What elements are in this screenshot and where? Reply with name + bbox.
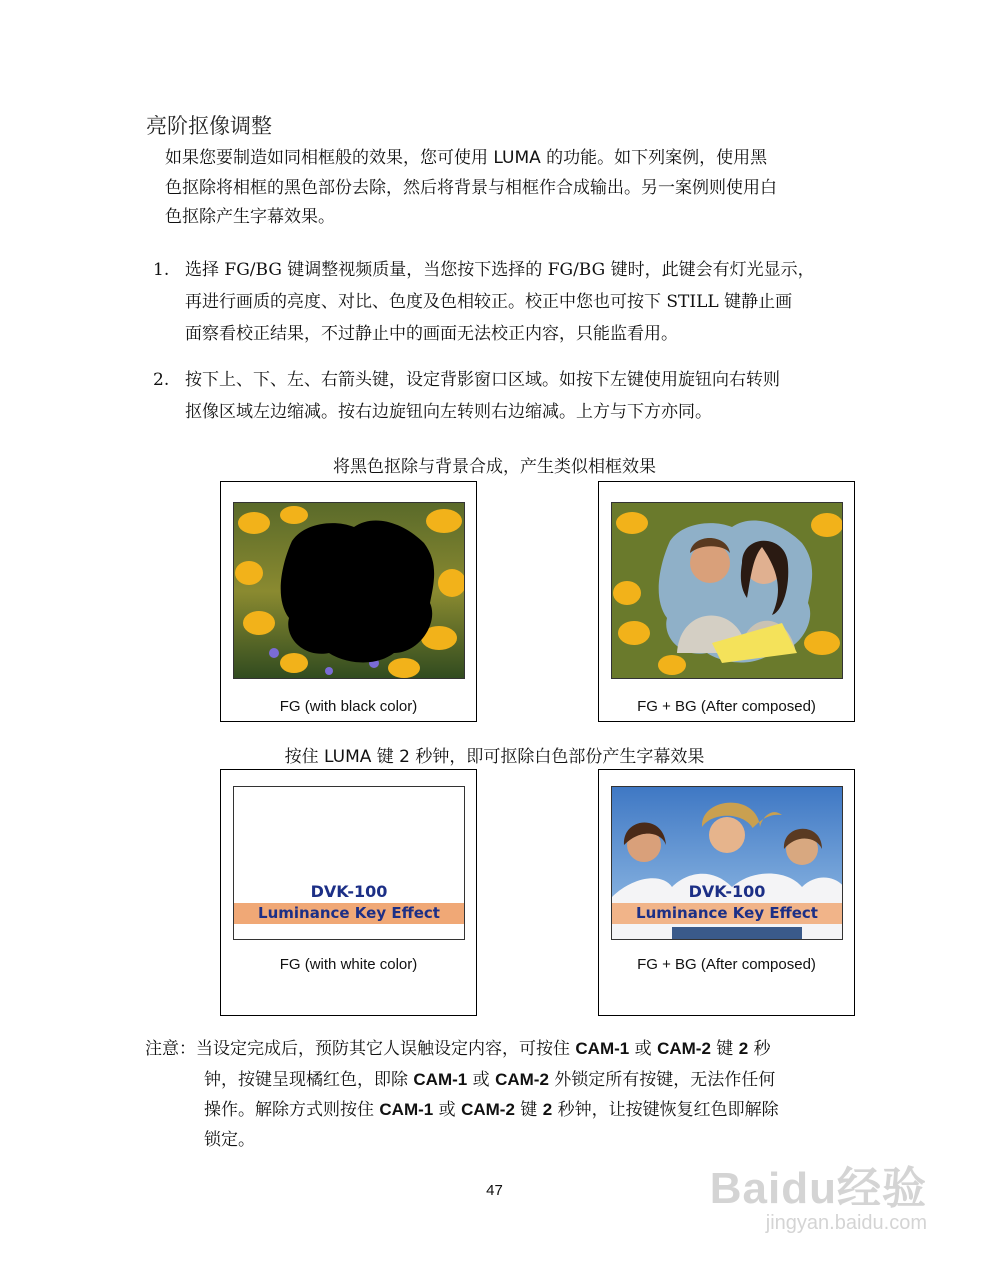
fg-black-photo <box>233 502 465 679</box>
note-block <box>145 1034 779 1155</box>
step-2 <box>153 364 780 428</box>
step-line: 再进行画质的亮度、对比、色度及色相较正。校正中您也可按下 STILL 键静止画 <box>185 292 793 312</box>
section-heading: 亮阶抠像调整 <box>146 114 272 138</box>
flower-field-image <box>234 503 465 679</box>
fg-white-image <box>233 786 465 940</box>
intro-paragraph <box>165 144 777 233</box>
step-line: 选择 FG/BG 键调整视频质量，当您按下选择的 FG/BG 键时，此键会有灯光显示， <box>185 260 815 280</box>
step-line: 面察看校正结果，不过静止中的画面无法校正内容，只能监看用。 <box>185 324 678 344</box>
note-line-4: 锁定。 <box>204 1129 255 1150</box>
step-number: 2. <box>153 370 170 390</box>
figure-2-right-frame <box>598 769 855 1016</box>
step-number: 1. <box>153 260 170 280</box>
baidu-watermark <box>710 1152 927 1235</box>
step-line: 按下上、下、左、右箭头键，设定背影窗口区域。如按下左键使用旋钮向右转则 <box>185 370 780 390</box>
watermark-url: jingyan.baidu.com <box>765 1212 927 1234</box>
couple-in-flowers-image <box>612 503 843 679</box>
overlay-title: DVK-100 <box>310 882 388 901</box>
overlay-subtitle: Luminance Key Effect <box>234 903 464 924</box>
overlay-subtitle: Luminance Key Effect <box>612 903 842 924</box>
figure-1-right-frame <box>598 481 855 722</box>
intro-line: 如果您要制造如同相框般的效果，您可使用 LUMA 的功能。如下列案例，使用黑 <box>165 148 768 168</box>
figure-2-left-frame <box>220 769 477 1016</box>
figure-2-right-label: FG + BG (After composed) <box>637 956 816 973</box>
composed-couple-photo <box>611 502 843 679</box>
note-line-3: 操作。解除方式则按住 CAM-1 或 CAM-2 键 2 秒钟，让按键恢复红色即解除 <box>204 1100 779 1120</box>
note-line-1: 当设定完成后，预防其它人误触设定内容，可按住 CAM-1 或 CAM-2 键 2 秒 <box>196 1039 771 1059</box>
figure-1-left-frame <box>220 481 477 722</box>
figure-2-caption: 按住 LUMA 键 2 秒钟，即可抠除白色部份产生字幕效果 <box>284 747 705 767</box>
figure-1-left-label: FG (with black color) <box>279 698 418 715</box>
overlay-title: DVK-100 <box>688 882 766 901</box>
note-line-2: 钟，按键呈现橘红色，即除 CAM-1 或 CAM-2 外锁定所有按键，无法作任何 <box>204 1069 776 1090</box>
watermark-brand: Baidu经验 <box>709 1164 927 1213</box>
composed-women-photo <box>611 786 843 940</box>
step-line: 抠像区域左边缩减。按右边旋钮向左转则右边缩减。上方与下方亦同。 <box>185 402 712 422</box>
figure-1-caption: 将黑色抠除与背景合成，产生类似相框效果 <box>333 457 656 477</box>
note-label: 注意： <box>145 1039 196 1059</box>
intro-line: 色抠除将相框的黑色部份去除，然后将背景与相框作合成输出。另一案例则使用白 <box>165 177 777 198</box>
figure-2-left-label: FG (with white color) <box>279 956 418 973</box>
step-1 <box>153 254 815 350</box>
intro-line: 色抠除产生字幕效果。 <box>165 207 335 227</box>
figure-1-right-label: FG + BG (After composed) <box>637 698 816 715</box>
page-number: 47 <box>486 1182 503 1199</box>
